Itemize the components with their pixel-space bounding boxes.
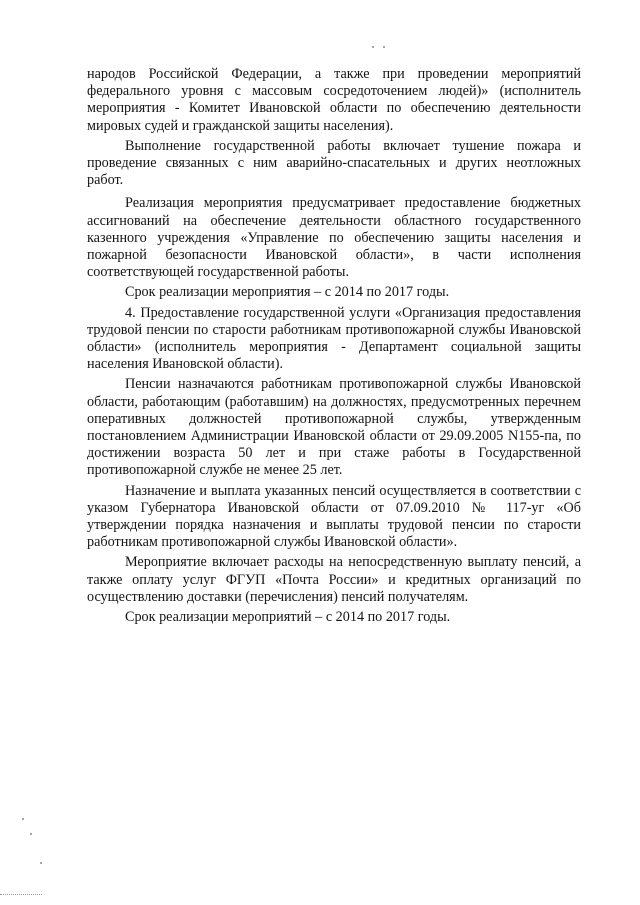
scan-edge-mark <box>0 894 42 898</box>
scan-speck <box>30 833 32 835</box>
paragraph-item-4: 4. Предоставление государственной услуги «Организация предоставления трудовой пенсии по старости работникам противопожарной службы Ивановской области» (исполнитель мероприятия - Департамент социальной защиты населения Ивановской области). <box>87 304 581 373</box>
document-body <box>87 66 581 626</box>
paragraph-term-2: Срок реализации мероприятий – с 2014 по 2017 годы. <box>125 609 451 626</box>
paragraph-work-scope: Выполнение государственной работы включает тушение пожара и проведение связанных с ним аварийно-спасательных и других неотложных работ. <box>87 137 581 189</box>
scan-speck <box>22 818 24 820</box>
scan-speck <box>383 46 385 48</box>
scan-speck <box>40 862 42 864</box>
scan-speck <box>372 46 374 48</box>
paragraph-budget-allocation: Реализация мероприятия предусматривает предоставление бюджетных ассигнований на обеспечение деятельности областного государственного казенного учреждения «Управление по обеспечению защиты населения и пожарной безопасности Ивановской области», в части исполнения соответствующей государственной работы. <box>87 195 581 281</box>
paragraph-pension-assignment: Пенсии назначаются работникам противопожарной службы Ивановской области, работающим (работавшим) на должностях, предусмотренных перечнем оперативных должностей противопожарной службы, утвержденным постановлением Администрации Ивановской области от 29.09.2005 N155-па, по достижении возраста 50 лет и при стаже работы в Государственной противопожарной службе не менее 25 лет. <box>87 376 581 479</box>
paragraph-pension-payment: Назначение и выплата указанных пенсий осуществляется в соответствии с указом Губернатора Ивановской области от 07.09.2010 № 117-уг «Об утверждении порядка назначения и выплаты трудовой пенсии по старости работникам противопожарной службы Ивановской области». <box>87 482 581 551</box>
paragraph-continuation: народов Российской Федерации, а также при проведении мероприятий федерального уровня с массовым сосредоточением людей)» (исполнитель мероприятия - Комитет Ивановской области по обеспечению деятельности мировых судей и гражданской защиты населения). <box>87 66 581 134</box>
paragraph-term-1: Срок реализации мероприятия – с 2014 по 2017 годы. <box>125 284 450 301</box>
paragraph-expenses: Мероприятие включает расходы на непосредственную выплату пенсий, а также оплату услуг ФГУП «Почта России» и кредитных организаций по осуществлению доставки (перечисления) пенсий получателям. <box>87 554 581 605</box>
